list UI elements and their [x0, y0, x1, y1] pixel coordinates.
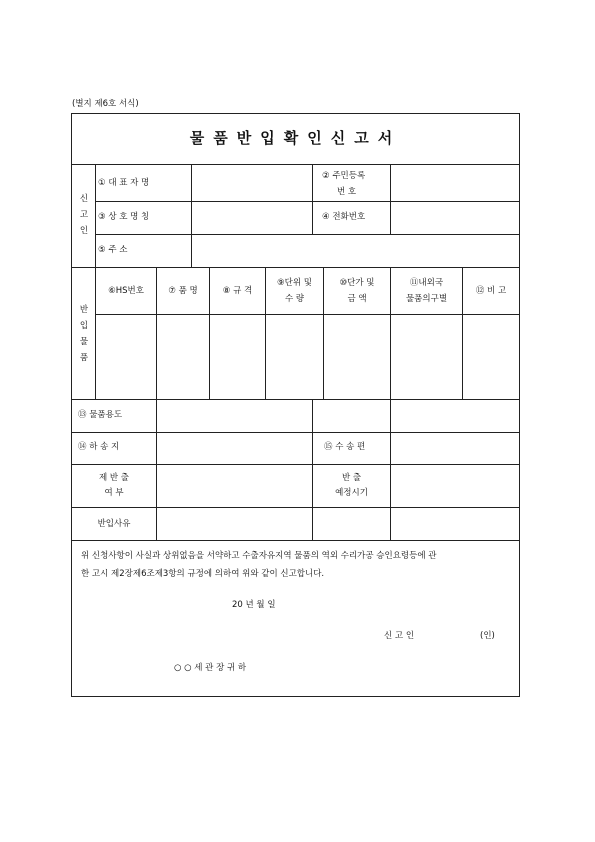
rule-applicant-label: [95, 164, 96, 267]
usage-label: ⑬ 물품용도: [78, 410, 123, 420]
rule-applicant-right: [390, 164, 391, 234]
rule-reason-bottom: [72, 540, 519, 541]
declaration-text-line2: 한 고시 제2장제6조제3항의 규정에 의하여 위와 같이 신고합니다.: [81, 569, 325, 579]
reexport-label-line2: 여 부: [104, 488, 124, 498]
goods-section-label: 반입물품: [79, 305, 89, 363]
price-header-line2: 금 액: [347, 294, 367, 304]
spec-header: ⑧ 규 격: [222, 286, 253, 296]
declaration-date: 20 년 월 일: [232, 600, 276, 610]
rule-reexport-bottom: [72, 507, 519, 508]
reason-label: 반입사유: [97, 519, 131, 529]
rule-fields-mid: [312, 399, 313, 540]
rule-fields-label: [156, 399, 157, 540]
rule-applicant-2: [96, 234, 519, 235]
seal-mark: (인): [480, 631, 495, 641]
hs-code-header: ⑥HS번호: [108, 286, 144, 296]
declaration-text-line1: 위 신청사항이 사실과 상위없음을 서약하고 수출자유지역 물품의 역외 수리가공 승인요령등에 관: [81, 551, 437, 561]
declaration-form: [71, 113, 520, 697]
shipper-label: ⑭ 하 송 지: [78, 442, 120, 452]
unit-qty-header-line1: ⑨단위 및: [277, 278, 312, 288]
rule-usage-bottom: [72, 432, 519, 433]
form-number-caption: (별지 제6호 서식): [72, 99, 139, 109]
resident-no-label-line2: 번 호: [337, 187, 357, 197]
rule-goods-bottom: [72, 399, 519, 400]
resident-no-label-line1: ② 주민등록: [322, 171, 366, 181]
reexport-label-line1: 제 반 출: [98, 473, 130, 483]
declarant-label: 신 고 인: [384, 631, 415, 641]
address-label: ⑤ 주 소: [98, 245, 128, 255]
form-title: 물품반입확인신고서: [189, 129, 402, 147]
origin-header-line2: 물품의구별: [405, 294, 448, 304]
rule-fields-right: [390, 399, 391, 540]
rule-applicant-bottom: [72, 267, 519, 268]
company-name-label: ③ 상 호 명 칭: [98, 212, 150, 222]
origin-header-line1: ⑪내외국: [409, 278, 444, 288]
unit-qty-header-line2: 수 량: [284, 294, 305, 304]
rule-shipper-bottom: [72, 464, 519, 465]
rule-applicant-mid: [312, 164, 313, 234]
remarks-header: ⑫ 비 고: [475, 286, 507, 296]
item-name-header: ⑦ 품 명: [168, 286, 198, 296]
addressee-line: ○ ○ 세 관 장 귀 하: [174, 663, 247, 673]
export-time-label-line2: 예정시기: [335, 488, 368, 498]
phone-label: ④ 전화번호: [322, 212, 366, 222]
applicant-section-label: 신고인: [79, 194, 89, 236]
rule-applicant-field: [191, 164, 192, 267]
transport-label: ⑮ 수 송 편: [324, 442, 366, 452]
export-time-label-line1: 반 출: [341, 473, 362, 483]
price-header-line1: ⑩단가 및: [339, 278, 375, 288]
rule-applicant-1: [96, 201, 519, 202]
rule-title-bottom: [72, 164, 519, 165]
rule-goods-header: [96, 314, 519, 315]
representative-label: ① 대 표 자 명: [98, 178, 150, 188]
